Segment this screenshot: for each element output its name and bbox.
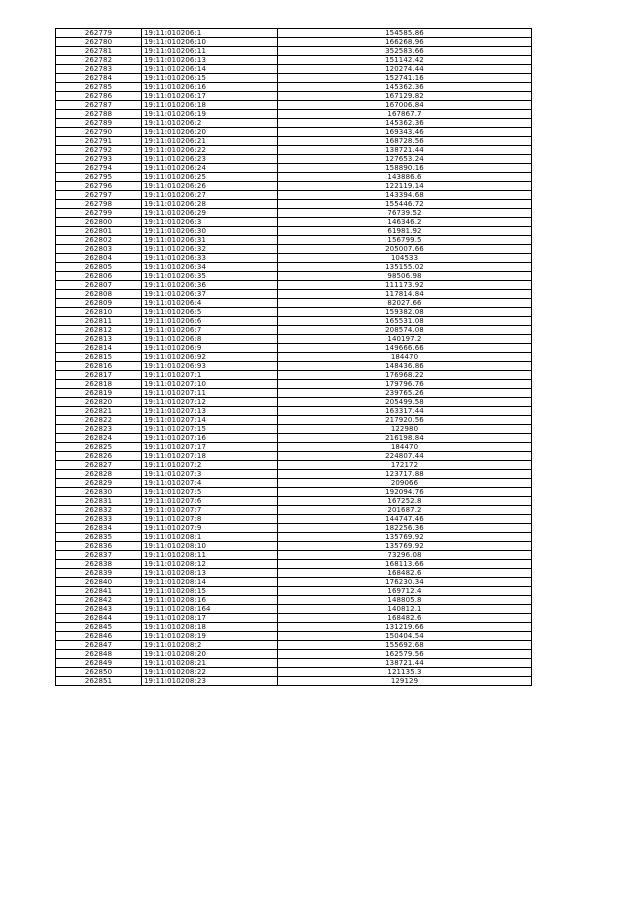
record-id-cell: 262807: [56, 281, 142, 290]
table-row: [56, 614, 532, 623]
cadastral-number-cell: 19:11:010206:14: [142, 65, 278, 74]
cadastral-number-cell: 19:11:010208:12: [142, 560, 278, 569]
value-cell: 167867.7: [278, 110, 532, 119]
table-row: [56, 560, 532, 569]
table-row: [56, 335, 532, 344]
value-cell: 163317.44: [278, 407, 532, 416]
table-row: [56, 92, 532, 101]
value-cell: 168728.56: [278, 137, 532, 146]
cadastral-number-cell: 19:11:010207:2: [142, 461, 278, 470]
record-id-cell: 262818: [56, 380, 142, 389]
table-row: [56, 605, 532, 614]
value-cell: 138721.44: [278, 146, 532, 155]
value-cell: 135155.02: [278, 263, 532, 272]
table-row: [56, 38, 532, 47]
cadastral-number-cell: 19:11:010206:1: [142, 29, 278, 38]
value-cell: 98506.98: [278, 272, 532, 281]
table-row: [56, 146, 532, 155]
value-cell: 148805.8: [278, 596, 532, 605]
cadastral-number-cell: 19:11:010206:11: [142, 47, 278, 56]
table-row: [56, 587, 532, 596]
cadastral-number-cell: 19:11:010206:19: [142, 110, 278, 119]
value-cell: 176968.22: [278, 371, 532, 380]
value-cell: 61981.92: [278, 227, 532, 236]
record-id-cell: 262826: [56, 452, 142, 461]
table-row: [56, 479, 532, 488]
cadastral-number-cell: 19:11:010206:10: [142, 38, 278, 47]
value-cell: 140812.1: [278, 605, 532, 614]
record-id-cell: 262843: [56, 605, 142, 614]
cadastral-number-cell: 19:11:010208:20: [142, 650, 278, 659]
table-row: [56, 200, 532, 209]
record-id-cell: 262847: [56, 641, 142, 650]
table-row: [56, 641, 532, 650]
table-row: [56, 281, 532, 290]
table-row: [56, 272, 532, 281]
cadastral-number-cell: 19:11:010208:21: [142, 659, 278, 668]
record-id-cell: 262840: [56, 578, 142, 587]
value-cell: 135769.92: [278, 542, 532, 551]
cadastral-number-cell: 19:11:010206:37: [142, 290, 278, 299]
record-id-cell: 262816: [56, 362, 142, 371]
cadastral-number-cell: 19:11:010206:18: [142, 101, 278, 110]
value-cell: 131219.66: [278, 623, 532, 632]
value-cell: 352583.66: [278, 47, 532, 56]
cadastral-number-cell: 19:11:010206:34: [142, 263, 278, 272]
table-row: [56, 416, 532, 425]
record-id-cell: 262846: [56, 632, 142, 641]
value-cell: 145362.36: [278, 83, 532, 92]
value-cell: 205499.58: [278, 398, 532, 407]
value-cell: 111173.92: [278, 281, 532, 290]
value-cell: 155446.72: [278, 200, 532, 209]
record-id-cell: 262841: [56, 587, 142, 596]
table-body: [56, 29, 532, 686]
cadastral-number-cell: 19:11:010206:28: [142, 200, 278, 209]
table-row: [56, 371, 532, 380]
record-id-cell: 262823: [56, 425, 142, 434]
cadastral-number-cell: 19:11:010208:11: [142, 551, 278, 560]
table-row: [56, 110, 532, 119]
value-cell: 162579.56: [278, 650, 532, 659]
cadastral-number-cell: 19:11:010208:13: [142, 569, 278, 578]
table-row: [56, 353, 532, 362]
value-cell: 148436.86: [278, 362, 532, 371]
value-cell: 209066: [278, 479, 532, 488]
record-id-cell: 262784: [56, 74, 142, 83]
cadastral-number-cell: 19:11:010208:164: [142, 605, 278, 614]
table-row: [56, 74, 532, 83]
table-row: [56, 155, 532, 164]
record-id-cell: 262791: [56, 137, 142, 146]
value-cell: 143886.6: [278, 173, 532, 182]
table-row: [56, 173, 532, 182]
table-row: [56, 191, 532, 200]
value-cell: 122119.14: [278, 182, 532, 191]
value-cell: 217920.56: [278, 416, 532, 425]
record-id-cell: 262825: [56, 443, 142, 452]
table-row: [56, 677, 532, 686]
record-id-cell: 262789: [56, 119, 142, 128]
table-row: [56, 245, 532, 254]
record-id-cell: 262810: [56, 308, 142, 317]
cadastral-value-table: [55, 28, 532, 686]
record-id-cell: 262785: [56, 83, 142, 92]
table-row: [56, 470, 532, 479]
cadastral-number-cell: 19:11:010208:1: [142, 533, 278, 542]
value-cell: 168113.66: [278, 560, 532, 569]
table-row: [56, 542, 532, 551]
record-id-cell: 262804: [56, 254, 142, 263]
record-id-cell: 262836: [56, 542, 142, 551]
table-row: [56, 344, 532, 353]
table-row: [56, 236, 532, 245]
cadastral-number-cell: 19:11:010206:9: [142, 344, 278, 353]
cadastral-number-cell: 19:11:010206:31: [142, 236, 278, 245]
cadastral-number-cell: 19:11:010206:6: [142, 317, 278, 326]
table-row: [56, 56, 532, 65]
cadastral-number-cell: 19:11:010206:21: [142, 137, 278, 146]
cadastral-number-cell: 19:11:010207:11: [142, 389, 278, 398]
cadastral-number-cell: 19:11:010208:2: [142, 641, 278, 650]
cadastral-number-cell: 19:11:010206:16: [142, 83, 278, 92]
table-row: [56, 83, 532, 92]
cadastral-number-cell: 19:11:010208:15: [142, 587, 278, 596]
record-id-cell: 262850: [56, 668, 142, 677]
value-cell: 201687.2: [278, 506, 532, 515]
table-row: [56, 101, 532, 110]
value-cell: 149666.66: [278, 344, 532, 353]
cadastral-number-cell: 19:11:010207:12: [142, 398, 278, 407]
cadastral-number-cell: 19:11:010207:6: [142, 497, 278, 506]
table-row: [56, 506, 532, 515]
table-row: [56, 254, 532, 263]
table-row: [56, 551, 532, 560]
record-id-cell: 262814: [56, 344, 142, 353]
cadastral-number-cell: 19:11:010206:24: [142, 164, 278, 173]
record-id-cell: 262829: [56, 479, 142, 488]
cadastral-number-cell: 19:11:010207:9: [142, 524, 278, 533]
value-cell: 172172: [278, 461, 532, 470]
table-row: [56, 488, 532, 497]
cadastral-number-cell: 19:11:010206:17: [142, 92, 278, 101]
value-cell: 167252.8: [278, 497, 532, 506]
record-id-cell: 262832: [56, 506, 142, 515]
cadastral-number-cell: 19:11:010206:3: [142, 218, 278, 227]
record-id-cell: 262838: [56, 560, 142, 569]
record-id-cell: 262782: [56, 56, 142, 65]
value-cell: 135769.92: [278, 533, 532, 542]
cadastral-number-cell: 19:11:010208:19: [142, 632, 278, 641]
record-id-cell: 262799: [56, 209, 142, 218]
table-row: [56, 623, 532, 632]
table-row: [56, 263, 532, 272]
table-row: [56, 47, 532, 56]
record-id-cell: 262842: [56, 596, 142, 605]
value-cell: 138721.44: [278, 659, 532, 668]
cadastral-number-cell: 19:11:010206:30: [142, 227, 278, 236]
value-cell: 117814.84: [278, 290, 532, 299]
record-id-cell: 262849: [56, 659, 142, 668]
cadastral-number-cell: 19:11:010206:4: [142, 299, 278, 308]
table-row: [56, 407, 532, 416]
table-row: [56, 398, 532, 407]
table-row: [56, 326, 532, 335]
record-id-cell: 262835: [56, 533, 142, 542]
cadastral-number-cell: 19:11:010207:8: [142, 515, 278, 524]
value-cell: 104533: [278, 254, 532, 263]
cadastral-number-cell: 19:11:010208:17: [142, 614, 278, 623]
record-id-cell: 262821: [56, 407, 142, 416]
record-id-cell: 262822: [56, 416, 142, 425]
value-cell: 121135.3: [278, 668, 532, 677]
cadastral-number-cell: 19:11:010206:92: [142, 353, 278, 362]
table-row: [56, 389, 532, 398]
cadastral-number-cell: 19:11:010206:13: [142, 56, 278, 65]
cadastral-number-cell: 19:11:010207:4: [142, 479, 278, 488]
value-cell: 73296.08: [278, 551, 532, 560]
table-row: [56, 452, 532, 461]
table-row: [56, 137, 532, 146]
table-row: [56, 524, 532, 533]
record-id-cell: 262833: [56, 515, 142, 524]
value-cell: 120274.44: [278, 65, 532, 74]
record-id-cell: 262790: [56, 128, 142, 137]
record-id-cell: 262783: [56, 65, 142, 74]
table-row: [56, 659, 532, 668]
record-id-cell: 262820: [56, 398, 142, 407]
record-id-cell: 262780: [56, 38, 142, 47]
value-cell: 167006.84: [278, 101, 532, 110]
cadastral-number-cell: 19:11:010206:93: [142, 362, 278, 371]
value-cell: 123717.88: [278, 470, 532, 479]
value-cell: 168482.6: [278, 614, 532, 623]
cadastral-number-cell: 19:11:010206:2: [142, 119, 278, 128]
record-id-cell: 262793: [56, 155, 142, 164]
table-row: [56, 632, 532, 641]
record-id-cell: 262786: [56, 92, 142, 101]
record-id-cell: 262779: [56, 29, 142, 38]
table-row: [56, 434, 532, 443]
table-row: [56, 182, 532, 191]
cadastral-number-cell: 19:11:010206:25: [142, 173, 278, 182]
value-cell: 176230.34: [278, 578, 532, 587]
record-id-cell: 262851: [56, 677, 142, 686]
table-row: [56, 569, 532, 578]
value-cell: 150404.54: [278, 632, 532, 641]
table-row: [56, 596, 532, 605]
record-id-cell: 262813: [56, 335, 142, 344]
table-row: [56, 515, 532, 524]
record-id-cell: 262806: [56, 272, 142, 281]
value-cell: 169712.4: [278, 587, 532, 596]
value-cell: 167129.82: [278, 92, 532, 101]
cadastral-number-cell: 19:11:010206:7: [142, 326, 278, 335]
record-id-cell: 262798: [56, 200, 142, 209]
record-id-cell: 262824: [56, 434, 142, 443]
record-id-cell: 262828: [56, 470, 142, 479]
table-row: [56, 461, 532, 470]
record-id-cell: 262805: [56, 263, 142, 272]
table-row: [56, 119, 532, 128]
cadastral-number-cell: 19:11:010207:1: [142, 371, 278, 380]
cadastral-number-cell: 19:11:010206:33: [142, 254, 278, 263]
cadastral-number-cell: 19:11:010206:26: [142, 182, 278, 191]
record-id-cell: 262837: [56, 551, 142, 560]
table-row: [56, 425, 532, 434]
record-id-cell: 262812: [56, 326, 142, 335]
record-id-cell: 262787: [56, 101, 142, 110]
table-row: [56, 443, 532, 452]
record-id-cell: 262800: [56, 218, 142, 227]
value-cell: 143394.68: [278, 191, 532, 200]
cadastral-number-cell: 19:11:010207:10: [142, 380, 278, 389]
value-cell: 192094.76: [278, 488, 532, 497]
record-id-cell: 262796: [56, 182, 142, 191]
cadastral-number-cell: 19:11:010208:10: [142, 542, 278, 551]
cadastral-number-cell: 19:11:010208:18: [142, 623, 278, 632]
cadastral-number-cell: 19:11:010208:22: [142, 668, 278, 677]
value-cell: 166268.96: [278, 38, 532, 47]
value-cell: 224807.44: [278, 452, 532, 461]
cadastral-number-cell: 19:11:010208:16: [142, 596, 278, 605]
cadastral-number-cell: 19:11:010206:5: [142, 308, 278, 317]
value-cell: 169343.46: [278, 128, 532, 137]
cadastral-number-cell: 19:11:010206:23: [142, 155, 278, 164]
value-cell: 168482.6: [278, 569, 532, 578]
record-id-cell: 262845: [56, 623, 142, 632]
record-id-cell: 262830: [56, 488, 142, 497]
table-row: [56, 29, 532, 38]
value-cell: 140197.2: [278, 335, 532, 344]
record-id-cell: 262839: [56, 569, 142, 578]
cadastral-number-cell: 19:11:010207:16: [142, 434, 278, 443]
table-row: [56, 578, 532, 587]
cadastral-number-cell: 19:11:010207:14: [142, 416, 278, 425]
value-cell: 184470: [278, 353, 532, 362]
cadastral-number-cell: 19:11:010207:7: [142, 506, 278, 515]
table-row: [56, 497, 532, 506]
cadastral-number-cell: 19:11:010206:8: [142, 335, 278, 344]
record-id-cell: 262794: [56, 164, 142, 173]
record-id-cell: 262827: [56, 461, 142, 470]
table-row: [56, 299, 532, 308]
record-id-cell: 262803: [56, 245, 142, 254]
record-id-cell: 262801: [56, 227, 142, 236]
record-id-cell: 262834: [56, 524, 142, 533]
value-cell: 182256.36: [278, 524, 532, 533]
record-id-cell: 262802: [56, 236, 142, 245]
table-row: [56, 533, 532, 542]
value-cell: 216198.84: [278, 434, 532, 443]
value-cell: 152741.16: [278, 74, 532, 83]
record-id-cell: 262844: [56, 614, 142, 623]
table-row: [56, 317, 532, 326]
table-row: [56, 227, 532, 236]
value-cell: 208574.08: [278, 326, 532, 335]
cadastral-number-cell: 19:11:010206:35: [142, 272, 278, 281]
record-id-cell: 262788: [56, 110, 142, 119]
cadastral-number-cell: 19:11:010207:5: [142, 488, 278, 497]
record-id-cell: 262808: [56, 290, 142, 299]
cadastral-number-cell: 19:11:010208:14: [142, 578, 278, 587]
cadastral-number-cell: 19:11:010207:18: [142, 452, 278, 461]
value-cell: 156799.5: [278, 236, 532, 245]
table-row: [56, 218, 532, 227]
cadastral-number-cell: 19:11:010207:17: [142, 443, 278, 452]
cadastral-number-cell: 19:11:010207:3: [142, 470, 278, 479]
cadastral-number-cell: 19:11:010207:15: [142, 425, 278, 434]
value-cell: 145362.36: [278, 119, 532, 128]
table-row: [56, 164, 532, 173]
record-id-cell: 262831: [56, 497, 142, 506]
value-cell: 151142.42: [278, 56, 532, 65]
cadastral-number-cell: 19:11:010206:20: [142, 128, 278, 137]
record-id-cell: 262795: [56, 173, 142, 182]
record-id-cell: 262848: [56, 650, 142, 659]
value-cell: 155692.68: [278, 641, 532, 650]
value-cell: 129129: [278, 677, 532, 686]
record-id-cell: 262811: [56, 317, 142, 326]
value-cell: 82027.66: [278, 299, 532, 308]
table-row: [56, 308, 532, 317]
value-cell: 127653.24: [278, 155, 532, 164]
value-cell: 165531.08: [278, 317, 532, 326]
value-cell: 239765.26: [278, 389, 532, 398]
value-cell: 146346.2: [278, 218, 532, 227]
record-id-cell: 262817: [56, 371, 142, 380]
value-cell: 184470: [278, 443, 532, 452]
value-cell: 76739.52: [278, 209, 532, 218]
table-row: [56, 128, 532, 137]
table-row: [56, 380, 532, 389]
table-row: [56, 290, 532, 299]
value-cell: 205007.66: [278, 245, 532, 254]
value-cell: 158890.16: [278, 164, 532, 173]
record-id-cell: 262797: [56, 191, 142, 200]
cadastral-number-cell: 19:11:010206:32: [142, 245, 278, 254]
table-row: [56, 650, 532, 659]
cadastral-number-cell: 19:11:010206:29: [142, 209, 278, 218]
cadastral-number-cell: 19:11:010208:23: [142, 677, 278, 686]
cadastral-number-cell: 19:11:010207:13: [142, 407, 278, 416]
value-cell: 179796.76: [278, 380, 532, 389]
table-row: [56, 65, 532, 74]
table-row: [56, 209, 532, 218]
record-id-cell: 262809: [56, 299, 142, 308]
value-cell: 144747.46: [278, 515, 532, 524]
value-cell: 159382.08: [278, 308, 532, 317]
record-id-cell: 262792: [56, 146, 142, 155]
table-row: [56, 362, 532, 371]
value-cell: 122980: [278, 425, 532, 434]
cadastral-number-cell: 19:11:010206:36: [142, 281, 278, 290]
cadastral-number-cell: 19:11:010206:15: [142, 74, 278, 83]
record-id-cell: 262815: [56, 353, 142, 362]
record-id-cell: 262819: [56, 389, 142, 398]
value-cell: 154585.86: [278, 29, 532, 38]
cadastral-number-cell: 19:11:010206:22: [142, 146, 278, 155]
cadastral-number-cell: 19:11:010206:27: [142, 191, 278, 200]
record-id-cell: 262781: [56, 47, 142, 56]
table-row: [56, 668, 532, 677]
